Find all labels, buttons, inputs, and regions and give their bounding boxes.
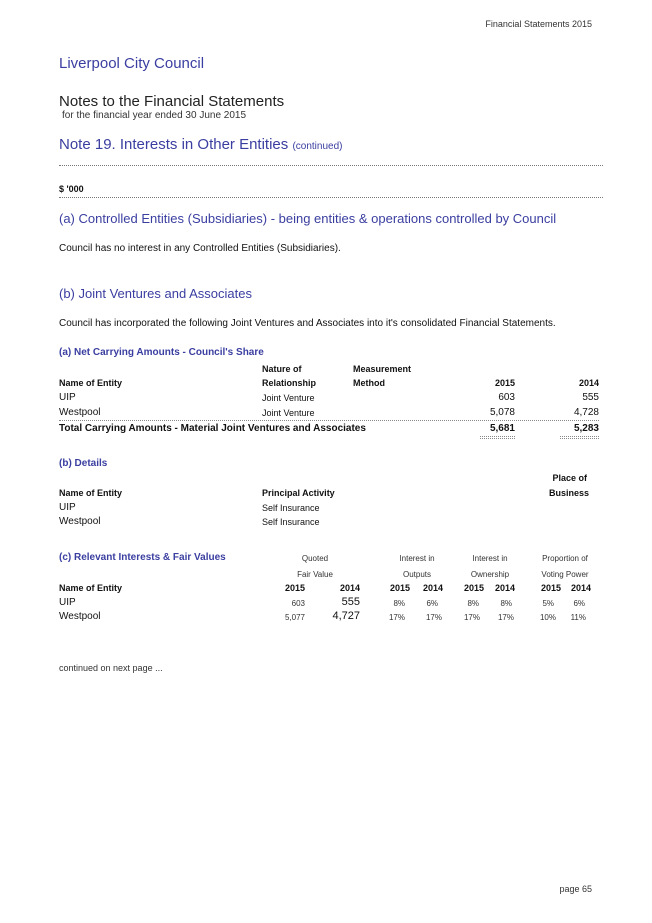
interests-year: 2014 — [422, 583, 443, 593]
details-row-activity: Self Insurance — [262, 517, 320, 527]
section-b-text: Council has incorporated the following Joint Ventures and Associates into it's consolidated Financial Statements. — [59, 318, 556, 329]
interests-year: 2014 — [494, 583, 515, 593]
section-a-text: Council has no interest in any Controlled Entities (Subsidiaries). — [59, 243, 341, 254]
interests-year: 2015 — [389, 583, 410, 593]
interests-value: 8% — [467, 599, 479, 608]
carrying-col-method-1: Measurement — [353, 364, 412, 374]
interests-group-label: Quoted — [301, 554, 329, 563]
divider — [480, 438, 515, 439]
interests-year: 2015 — [540, 583, 561, 593]
details-col-place-2: Business — [548, 488, 589, 498]
interests-year: 2015 — [463, 583, 484, 593]
page-number: page 65 — [559, 884, 592, 894]
section-a-heading: (a) Controlled Entities (Subsidiaries) - being entities & operations controlled by Council — [59, 211, 557, 226]
table-row: UIP — [59, 597, 76, 608]
carrying-col-entity: Name of Entity — [59, 378, 123, 388]
carrying-row-nature: Joint Venture — [262, 408, 315, 418]
continued-note: continued on next page ... — [59, 663, 163, 673]
table-row: Westpool — [59, 516, 101, 527]
units-label: $ '000 — [59, 184, 84, 194]
interests-value: 6% — [426, 599, 438, 608]
interests-group-label: Interest in — [399, 554, 435, 563]
divider — [560, 436, 599, 437]
interests-year: 2014 — [339, 583, 360, 593]
interests-group-label: Outputs — [402, 570, 431, 579]
interests-value: 5,077 — [284, 613, 305, 622]
interests-year: 2014 — [570, 583, 591, 593]
table-row: Westpool — [59, 407, 101, 418]
carrying-heading: (a) Net Carrying Amounts - Council's Share — [59, 347, 264, 358]
interests-group-label: Fair Value — [297, 570, 333, 579]
interests-value: 4,727 — [332, 610, 360, 622]
carrying-col-method-2: Method — [353, 378, 385, 388]
interests-col-entity: Name of Entity — [59, 583, 123, 593]
details-col-entity: Name of Entity — [59, 488, 123, 498]
interests-value: 17% — [497, 613, 514, 622]
interests-value: 6% — [573, 599, 585, 608]
details-col-place-1: Place of — [552, 473, 587, 483]
interests-value: 8% — [500, 599, 512, 608]
notes-title: Notes to the Financial Statements — [59, 93, 285, 110]
table-row: Westpool — [59, 611, 101, 622]
table-row: UIP — [59, 392, 76, 403]
carrying-total-2015: 5,681 — [489, 423, 515, 434]
details-row-activity: Self Insurance — [262, 503, 320, 513]
divider — [59, 420, 599, 421]
carrying-row-2014: 555 — [582, 392, 599, 403]
interests-value: 10% — [539, 613, 556, 622]
interests-value: 17% — [463, 613, 480, 622]
carrying-row-2015: 5,078 — [489, 407, 515, 418]
interests-value: 8% — [393, 599, 405, 608]
divider — [480, 436, 515, 437]
details-heading: (b) Details — [59, 458, 108, 469]
interests-heading: (c) Relevant Interests & Fair Values — [59, 552, 226, 563]
carrying-col-2014: 2014 — [578, 378, 599, 388]
notes-subtitle: for the financial year ended 30 June 2015 — [62, 110, 247, 121]
interests-value: 603 — [291, 599, 305, 608]
carrying-row-nature: Joint Venture — [262, 393, 315, 403]
section-b-heading: (b) Joint Ventures and Associates — [59, 286, 252, 301]
interests-group-label: Interest in — [472, 554, 508, 563]
note-title-suffix: (continued) — [292, 141, 343, 152]
divider — [59, 197, 603, 198]
interests-value: 17% — [425, 613, 442, 622]
carrying-col-nature-1: Nature of — [262, 364, 302, 374]
interests-value: 17% — [388, 613, 405, 622]
interests-group-label: Voting Power — [541, 570, 589, 579]
carrying-row-2014: 4,728 — [573, 407, 599, 418]
carrying-col-2015: 2015 — [494, 378, 515, 388]
council-name: Liverpool City Council — [59, 55, 205, 72]
interests-value: 555 — [341, 596, 360, 608]
table-row: UIP — [59, 502, 76, 513]
carrying-col-nature-2: Relationship — [262, 378, 317, 388]
interests-group-label: Proportion of — [542, 554, 588, 563]
carrying-total-label: Total Carrying Amounts - Material Joint Ventures and Associates — [59, 423, 366, 434]
interests-group-label: Ownership — [470, 570, 510, 579]
carrying-row-2015: 603 — [498, 392, 515, 403]
divider — [59, 165, 603, 166]
carrying-total-2014: 5,283 — [573, 423, 599, 434]
note-title-text: Note 19. Interests in Other Entities — [59, 136, 289, 153]
note-title — [59, 136, 342, 153]
interests-year: 2015 — [284, 583, 305, 593]
interests-value: 5% — [542, 599, 554, 608]
document-title: Financial Statements 2015 — [485, 19, 592, 29]
divider — [560, 438, 599, 439]
details-col-activity: Principal Activity — [262, 488, 335, 498]
interests-value: 11% — [570, 613, 586, 622]
